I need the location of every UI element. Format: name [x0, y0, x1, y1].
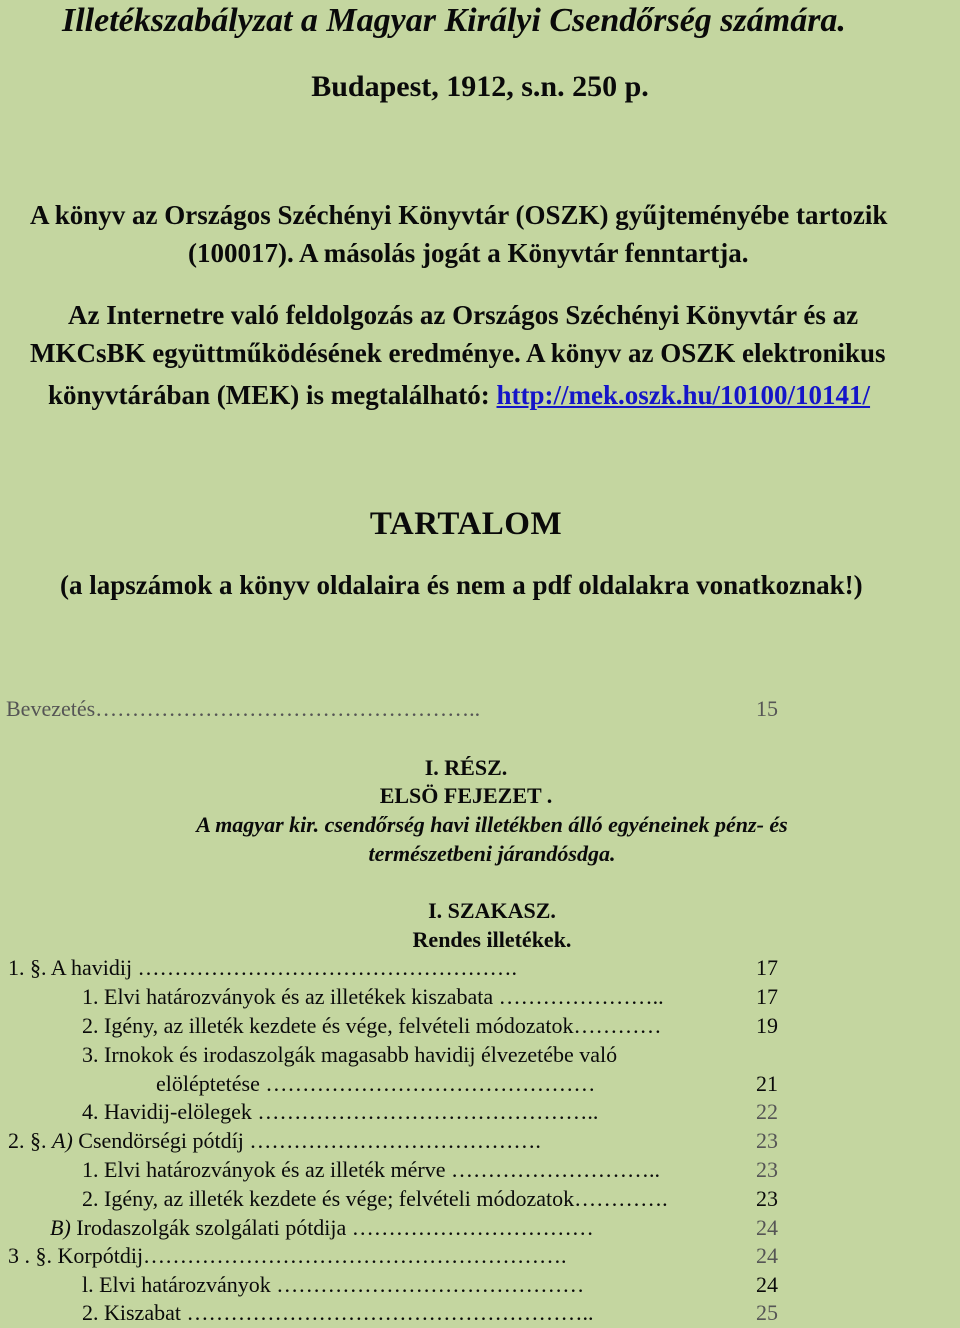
toc-intro-page: 15: [756, 696, 778, 721]
toc-entry-page: 24: [756, 1243, 778, 1268]
toc-chapter-title-2: természetbeni járandósdga.: [368, 841, 616, 866]
toc-entry-page: 23: [756, 1186, 778, 1211]
toc-entry-text: Csendörségi pótdíj ………………………………….: [72, 1128, 541, 1153]
toc-entry-page: 24: [756, 1215, 778, 1240]
toc-entry: 4. Havidij-elölegek ………………………………………..: [82, 1099, 599, 1124]
toc-entry: l. Elvi határozványok ……………………………………: [82, 1272, 585, 1297]
toc-entry-page: 21: [756, 1071, 778, 1096]
toc-entry: 1. Elvi határozványok és az illeték mérve ………………………..: [82, 1157, 660, 1182]
notice-line-3: Az Internetre való feldolgozás az Országos Széchényi Könyvtár és az: [68, 300, 859, 330]
toc-entry: 1. §. A havidij …………………………………………….: [8, 955, 518, 980]
toc-section: I. SZAKASZ.: [428, 898, 556, 923]
notice-line-2: (100017). A másolás jogát a Könyvtár fenntartja.: [188, 238, 749, 268]
toc-chapter: ELSÖ FEJEZET .: [379, 783, 553, 808]
toc-entry: [50, 1215, 594, 1241]
toc-entry-italic: A): [52, 1128, 73, 1153]
toc-entry-text: Irodaszolgák szolgálati pótdija ……………………………: [70, 1215, 594, 1240]
contents-note: (a lapszámok a könyv oldalaira és nem a pdf oldalakra vonatkoznak!): [60, 570, 863, 600]
toc-entry-page: 24: [756, 1272, 778, 1297]
document-title: Illetékszabályzat a Magyar Királyi Csendőrség számára.: [62, 2, 846, 39]
toc-entry: 1. Elvi határozványok és az illetékek kiszabata …………………..: [82, 984, 664, 1009]
mek-url-link[interactable]: http://mek.oszk.hu/10100/10141/: [496, 380, 871, 410]
toc-entry-page: 17: [756, 955, 778, 980]
toc-entry: [8, 1128, 541, 1154]
toc-part: I. RÉSZ.: [424, 755, 508, 780]
toc-entry: 2. Kiszabat ………………………………………………..: [82, 1300, 594, 1325]
toc-entry-italic: B): [50, 1215, 71, 1240]
imprint: Budapest, 1912, s.n. 250 p.: [311, 70, 649, 103]
notice-line-5-text: könyvtárában (MEK) is megtalálható:: [48, 380, 490, 410]
toc-entry-prefix: 2. §.: [8, 1128, 52, 1153]
toc-entry: 2. Igény, az illeték kezdete és vége, felvételi módozatok…………: [82, 1013, 662, 1038]
notice-line-4: MKCsBK együttműködésének eredménye. A könyv az OSZK elektronikus: [30, 338, 886, 368]
toc-entry-page: 23: [756, 1157, 778, 1182]
notice-line-5: [48, 380, 870, 411]
toc-entry: elöléptetése ………………………………………: [156, 1071, 596, 1096]
toc-entry-page: 22: [756, 1099, 778, 1124]
toc-entry-page: 25: [756, 1300, 778, 1325]
toc-entry: 3. Irnokok és irodaszolgák magasabb havidij élvezetébe való: [82, 1042, 618, 1067]
toc-chapter-title-1: A magyar kir. csendőrség havi illetékben álló egyéneinek pénz- és: [196, 812, 788, 837]
toc-section-title: Rendes illetékek.: [412, 927, 572, 952]
toc-entry-page: 23: [756, 1128, 778, 1153]
toc-intro-label: Bevezetés……………………………………………..: [6, 696, 481, 721]
notice-line-1: A könyv az Országos Széchényi Könyvtár (OSZK) gyűjteményébe tartozik: [30, 200, 888, 230]
contents-heading: TARTALOM: [369, 506, 563, 542]
toc-entry-page: 19: [756, 1013, 778, 1038]
toc-entry: 3 . §. Korpótdij………………………………………………….: [8, 1243, 567, 1268]
toc-entry: 2. Igény, az illeték kezdete és vége; felvételi módozatok………….: [82, 1186, 668, 1211]
toc-entry-page: 17: [756, 984, 778, 1009]
